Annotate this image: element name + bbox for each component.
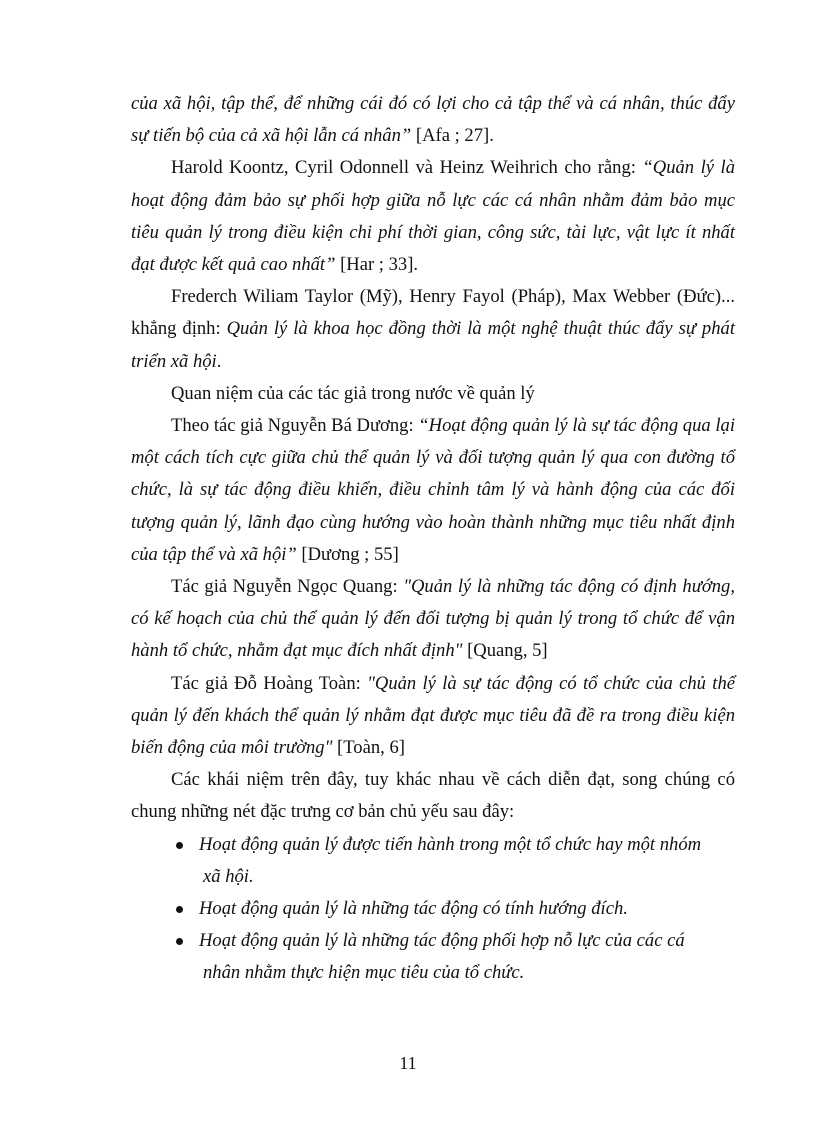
summary-text: Các khái niệm trên đây, tuy khác nhau về cách diễn đạt, song chúng có chung những nét đặc trưng cơ bản chủ yếu sau đây: (131, 769, 735, 823)
characteristics-list (131, 829, 735, 990)
taylor-end: . (216, 350, 222, 372)
quang-intro: Tác giả Nguyễn Ngọc Quang: (171, 576, 404, 598)
paragraph-1 (131, 88, 735, 152)
citation-quang: [Quang, 5] (462, 640, 548, 662)
list-item-text-cont: xã hội. (203, 865, 254, 887)
paragraph-summary (131, 764, 735, 828)
domestic-heading: Quan niệm của các tác giả trong nước về quản lý (171, 382, 535, 404)
citation-har: [Har ; 33]. (335, 254, 419, 276)
page-number: 11 (399, 1053, 417, 1073)
list-item (131, 925, 735, 989)
taylor-intro: Frederch Wiliam Taylor (Mỹ), Henry Fayol (Pháp), Max Webber (Đức)... khẳng định: (131, 286, 735, 340)
paragraph-heading-domestic (131, 378, 735, 410)
paragraph-koontz (131, 152, 735, 281)
list-item (131, 829, 735, 893)
paragraph-quang (131, 571, 735, 668)
list-item-text: Hoạt động quản lý được tiến hành trong một tổ chức hay một nhóm (199, 833, 702, 855)
quote-duong: “Hoạt động quản lý là sự tác động qua lại một cách tích cực giữa chủ thể quản lý và đối tượng quản lý qua con đường tổ chức, là sự tác động điều khiển, điều chỉnh tâm lý và hành động của các đối tượng quản lý, lãnh đạo cùng hướng vào hoàn thành những mục tiêu nhất định của tập thể và xã hội” (131, 415, 735, 565)
paragraph-duong (131, 410, 735, 571)
koontz-intro: Harold Koontz, Cyril Odonnell và Heinz Weihrich cho rằng: (171, 157, 643, 179)
list-item-text-cont: nhân nhằm thực hiện mục tiêu của tổ chức. (203, 962, 525, 984)
quote-afa: của xã hội, tập thể, để những cái đó có lợi cho cả tập thể và cá nhân, thúc đẩy sự tiến bộ của cả xã hội lẫn cá nhân” (131, 93, 735, 147)
citation-afa: [Afa ; 27]. (411, 125, 494, 147)
duong-intro: Theo tác giả Nguyễn Bá Dương: (171, 415, 419, 437)
bullet-icon (176, 906, 183, 913)
toan-intro: Tác giả Đỗ Hoàng Toàn: (171, 672, 368, 694)
paragraph-taylor (131, 281, 735, 378)
quote-koontz: “Quản lý là hoạt động đảm bảo sự phối hợp giữa nỗ lực các cá nhân nhằm đảm bảo mục tiêu quản lý trong điều kiện chi phí thời gian, công sức, tài lực, vật lực ít nhất đạt được kết quả cao nhất” (131, 157, 735, 276)
quote-taylor: Quản lý là khoa học đồng thời là một nghệ thuật thúc đẩy sự phát triển xã hội (131, 318, 735, 372)
list-item-text: Hoạt động quản lý là những tác động phối hợp nỗ lực của các cá (199, 930, 685, 952)
list-item-text: Hoạt động quản lý là những tác động có tính hướng đích. (199, 898, 628, 920)
document-body (131, 88, 735, 990)
list-item (131, 893, 735, 925)
citation-toan: [Toàn, 6] (332, 737, 405, 759)
quote-quang: "Quản lý là những tác động có định hướng, có kế hoạch của chủ thể quản lý đến đối tượng bị quản lý trong tổ chức để vận hành tổ chức, nhằm đạt mục đích nhất định" (131, 576, 735, 662)
quote-toan: "Quản lý là sự tác động có tổ chức của chủ thể quản lý đến khách thể quản lý nhằm đạt được mục tiêu đã đề ra trong điều kiện biến động của môi trường" (131, 672, 735, 759)
citation-duong: [Dương ; 55] (296, 543, 399, 565)
paragraph-toan (131, 668, 735, 765)
bullet-icon (176, 938, 183, 945)
bullet-icon (176, 842, 183, 849)
